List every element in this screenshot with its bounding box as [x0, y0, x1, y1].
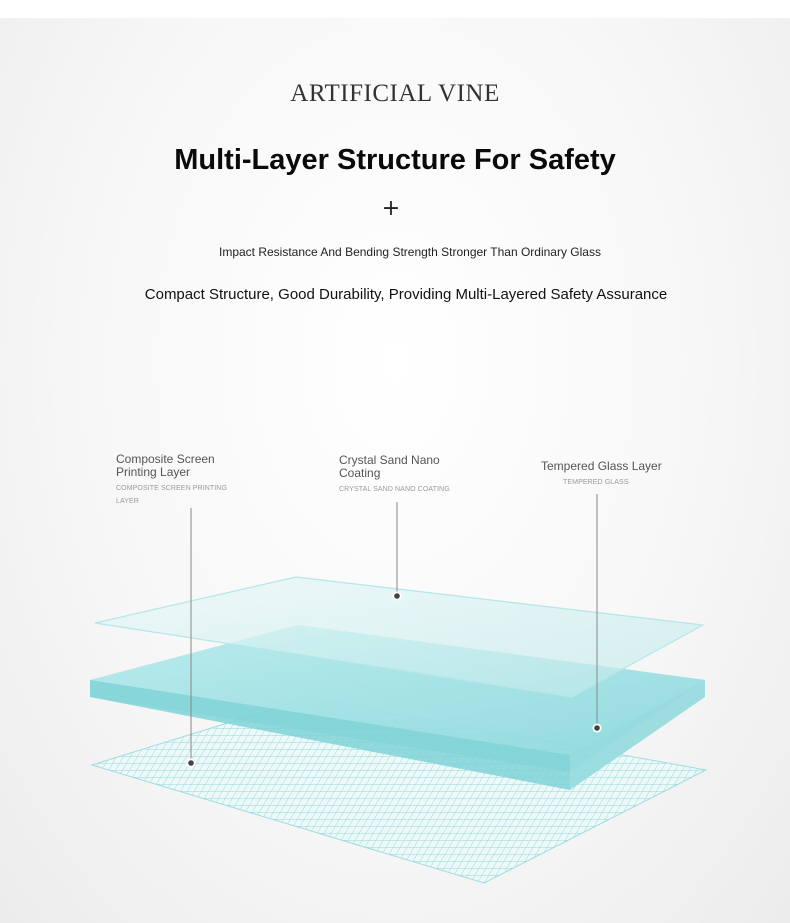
- label-tempered-glass: [541, 460, 681, 489]
- label-printing-layer-caption: COMPOSITE SCREEN PRINTING LAYER: [116, 485, 228, 505]
- brand-title: ARTIFICIAL VINE: [290, 80, 500, 107]
- tagline: Compact Structure, Good Durability, Providing Multi-Layered Safety Assurance: [144, 286, 668, 303]
- label-printing-layer: [116, 453, 246, 508]
- label-tempered-glass-caption: TEMPERED GLASS: [563, 479, 629, 486]
- label-printing-layer-name-2: Printing Layer: [116, 465, 191, 479]
- subtitle: Impact Resistance And Bending Strength Stronger Than Ordinary Glass: [219, 245, 601, 259]
- label-nano-coating: [339, 454, 469, 496]
- label-nano-coating-caption: CRYSTAL SAND NANO COATING: [339, 486, 450, 493]
- label-nano-coating-name-2: Coating: [339, 466, 381, 480]
- label-tempered-glass-name: Tempered Glass Layer: [541, 459, 662, 473]
- page-headline: Multi-Layer Structure For Safety: [174, 144, 616, 176]
- label-nano-coating-name-1: Crystal Sand Nano: [339, 453, 440, 467]
- plus-icon: +: [381, 196, 401, 221]
- label-printing-layer-name-1: Composite Screen: [116, 452, 215, 466]
